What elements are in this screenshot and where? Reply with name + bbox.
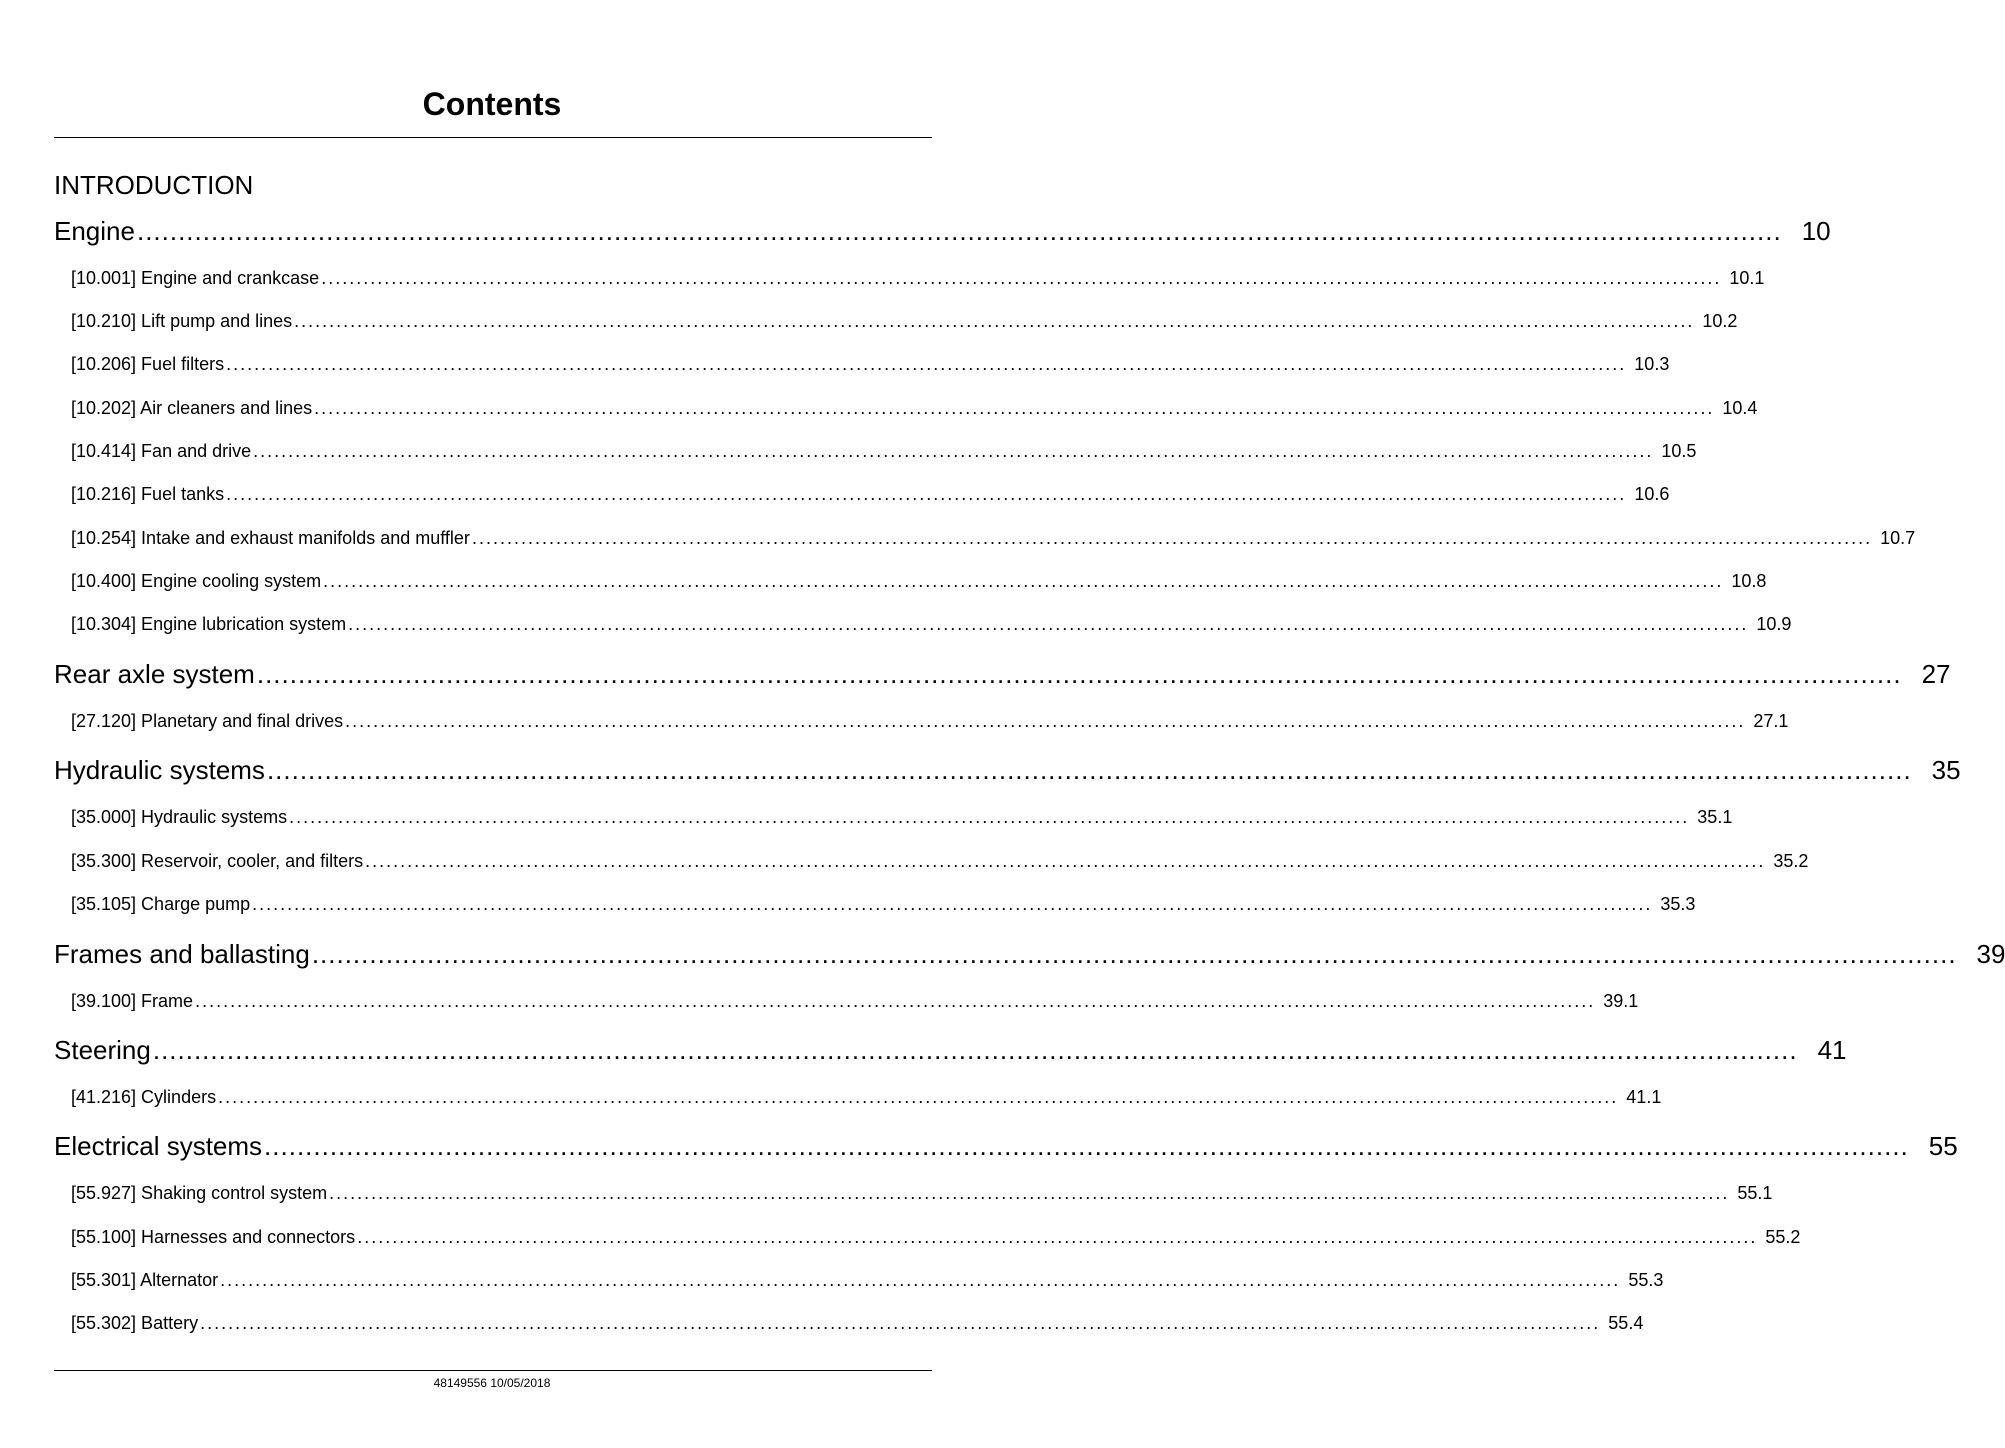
toc-page: 55.1 xyxy=(1737,1183,1773,1203)
toc-label: [10.304] Engine lubrication system xyxy=(71,614,347,634)
bottom-divider xyxy=(54,1370,932,1371)
dot-leader: ........................................................................................................................................................................................................ xyxy=(289,807,1690,827)
toc-entry[interactable] xyxy=(54,311,1738,332)
toc-entry[interactable] xyxy=(54,528,1916,549)
dot-leader: ........................................................................................................................................................................................................ xyxy=(266,755,1912,785)
toc-page: 10.9 xyxy=(1756,614,1792,634)
toc-label: [41.216] Cylinders xyxy=(71,1087,217,1107)
toc-entry[interactable] xyxy=(54,1227,1801,1248)
dot-leader: ........................................................................................................................................................................................................ xyxy=(200,1313,1601,1333)
toc-page: 41.1 xyxy=(1626,1087,1662,1107)
toc-page: 10.7 xyxy=(1880,528,1916,548)
toc-label: [55.301] Alternator xyxy=(71,1270,219,1290)
toc-page: 55 xyxy=(1928,1131,1958,1161)
toc-label: [10.400] Engine cooling system xyxy=(71,571,322,591)
dot-leader: ........................................................................................................................................................................................................ xyxy=(152,1035,1798,1065)
dot-leader: ........................................................................................................................................................................................................ xyxy=(314,398,1715,418)
toc-label: Hydraulic systems xyxy=(54,755,265,785)
toc-label: [10.001] Engine and crankcase xyxy=(71,268,320,288)
toc-page: 39.1 xyxy=(1603,991,1639,1011)
dot-leader: ........................................................................................................................................................................................................ xyxy=(252,894,1653,914)
dot-leader: ........................................................................................................................................................................................................ xyxy=(365,851,1766,871)
top-divider xyxy=(54,137,932,138)
toc-page: 35 xyxy=(1931,755,1961,785)
toc-page: 35.2 xyxy=(1773,851,1809,871)
dot-leader: ........................................................................................................................................................................................................ xyxy=(357,1227,1758,1247)
toc-page: 10 xyxy=(1801,216,1831,246)
toc-label: [55.100] Harnesses and connectors xyxy=(71,1227,356,1247)
dot-leader: ........................................................................................................................................................................................................ xyxy=(294,311,1695,331)
toc-page: 55.4 xyxy=(1608,1313,1644,1333)
toc-page: 10.4 xyxy=(1722,398,1758,418)
toc-page: 10.6 xyxy=(1634,484,1670,504)
toc-page: 35.3 xyxy=(1660,894,1696,914)
toc-label: [10.254] Intake and exhaust manifolds and muffler xyxy=(71,528,470,548)
toc-label: [27.120] Planetary and final drives xyxy=(71,711,344,731)
page-title: Contents xyxy=(422,86,562,122)
toc-label: [55.302] Battery xyxy=(71,1313,199,1333)
dot-leader: ........................................................................................................................................................................................................ xyxy=(195,991,1596,1011)
toc-page: 39 xyxy=(1976,939,2005,969)
toc-section-engine[interactable] xyxy=(54,216,1831,247)
toc-page: 41 xyxy=(1817,1035,1847,1065)
toc-entry[interactable] xyxy=(54,1270,1664,1291)
toc-entry[interactable] xyxy=(54,1087,1662,1108)
toc-page: 10.2 xyxy=(1702,311,1738,331)
toc-entry[interactable] xyxy=(54,484,1670,505)
toc-entry[interactable] xyxy=(54,1183,1773,1204)
dot-leader: ........................................................................................................................................................................................................ xyxy=(311,939,1957,969)
dot-leader: ........................................................................................................................................................................................................ xyxy=(323,571,1724,591)
toc-entry[interactable] xyxy=(54,807,1733,828)
dot-leader: ........................................................................................................................................................................................................ xyxy=(329,1183,1730,1203)
toc-label: [35.000] Hydraulic systems xyxy=(71,807,288,827)
dot-leader: ........................................................................................................................................................................................................ xyxy=(264,1131,1909,1161)
toc-section-electrical[interactable] xyxy=(54,1131,1958,1162)
toc-entry[interactable] xyxy=(54,894,1696,915)
toc-entry[interactable] xyxy=(54,711,1789,732)
toc-page: 10.3 xyxy=(1634,354,1670,374)
toc-label: Engine xyxy=(54,216,135,246)
toc-label: Rear axle system xyxy=(54,659,255,689)
toc-label: [10.216] Fuel tanks xyxy=(71,484,225,504)
dot-leader: ........................................................................................................................................................................................................ xyxy=(471,528,1873,548)
toc-label: [10.414] Fan and drive xyxy=(71,441,252,461)
dot-leader: ........................................................................................................................................................................................................ xyxy=(256,659,1902,689)
dot-leader: ........................................................................................................................................................................................................ xyxy=(348,614,1749,634)
toc-entry[interactable] xyxy=(54,398,1758,419)
toc-page: 55.2 xyxy=(1765,1227,1801,1247)
toc-label: Frames and ballasting xyxy=(54,939,310,969)
footer-doc-id: 48149556 10/05/2018 xyxy=(433,1376,551,1390)
toc-entry[interactable] xyxy=(54,268,1765,289)
toc-entry[interactable] xyxy=(54,571,1767,592)
dot-leader: ........................................................................................................................................................................................................ xyxy=(226,354,1627,374)
toc-page: 35.1 xyxy=(1697,807,1733,827)
dot-leader: ........................................................................................................................................................................................................ xyxy=(218,1087,1619,1107)
toc-label: [10.206] Fuel filters xyxy=(71,354,225,374)
toc-page: 10.8 xyxy=(1731,571,1767,591)
toc-section-hydraulic[interactable] xyxy=(54,755,1961,786)
toc-label: [35.300] Reservoir, cooler, and filters xyxy=(71,851,364,871)
toc-entry[interactable] xyxy=(54,1313,1644,1334)
dot-leader: ........................................................................................................................................................................................................ xyxy=(345,711,1746,731)
toc-label: [10.202] Air cleaners and lines xyxy=(71,398,313,418)
toc-section-rear-axle[interactable] xyxy=(54,659,1951,690)
toc-label: [10.210] Lift pump and lines xyxy=(71,311,293,331)
toc-label: [55.927] Shaking control system xyxy=(71,1183,328,1203)
toc-page: 27.1 xyxy=(1753,711,1789,731)
toc-entry[interactable] xyxy=(54,354,1670,375)
dot-leader: ........................................................................................................................................................................................................ xyxy=(226,484,1627,504)
dot-leader: ........................................................................................................................................................................................................ xyxy=(136,216,1782,246)
dot-leader: ........................................................................................................................................................................................................ xyxy=(321,268,1722,288)
toc-entry[interactable] xyxy=(54,441,1697,462)
intro-heading: INTRODUCTION xyxy=(54,170,254,200)
toc-page: 10.1 xyxy=(1729,268,1765,288)
toc-page: 27 xyxy=(1921,659,1951,689)
toc-entry[interactable] xyxy=(54,991,1639,1012)
toc-entry[interactable] xyxy=(54,614,1792,635)
toc-section-steering[interactable] xyxy=(54,1035,1847,1066)
toc-label: Electrical systems xyxy=(54,1131,263,1161)
toc-label: [35.105] Charge pump xyxy=(71,894,251,914)
toc-section-frames[interactable] xyxy=(54,939,2005,970)
toc-entry[interactable] xyxy=(54,851,1809,872)
toc-page: 10.5 xyxy=(1661,441,1697,461)
toc-page: 55.3 xyxy=(1628,1270,1664,1290)
dot-leader: ........................................................................................................................................................................................................ xyxy=(253,441,1654,461)
toc-label: [39.100] Frame xyxy=(71,991,194,1011)
dot-leader: ........................................................................................................................................................................................................ xyxy=(220,1270,1621,1290)
toc-label: Steering xyxy=(54,1035,151,1065)
